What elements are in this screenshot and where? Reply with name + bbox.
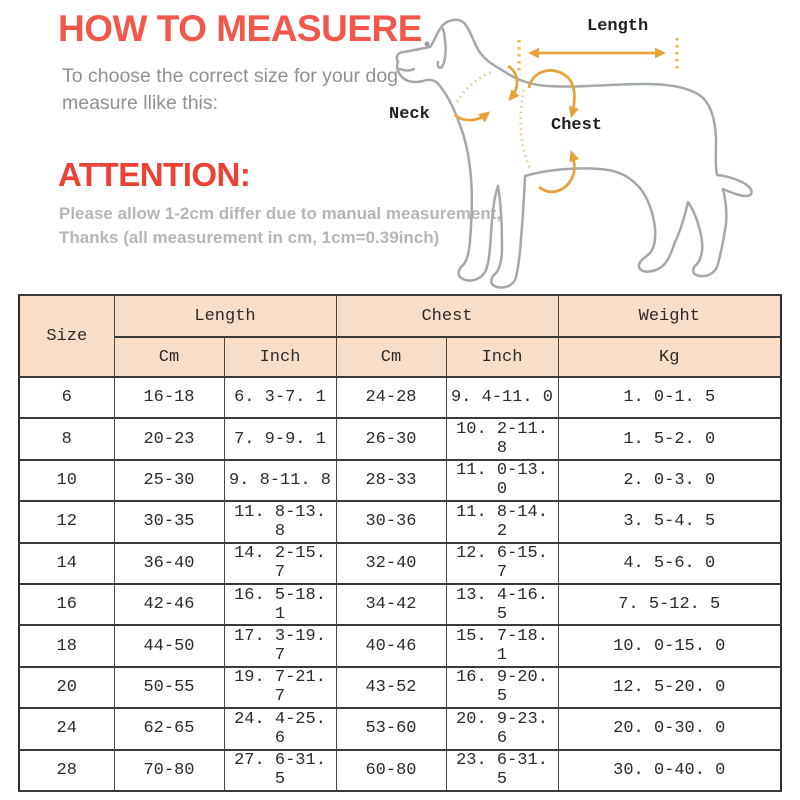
cell-length-inch: 14. 2-15. 7 [224,543,336,584]
cell-chest-cm: 28-33 [336,460,446,501]
cell-chest-cm: 60-80 [336,750,446,791]
cell-weight-kg: 10. 0-15. 0 [558,625,781,666]
cell-length-inch: 9. 8-11. 8 [224,460,336,501]
cell-chest-inch: 16. 9-20. 5 [446,667,558,708]
cell-chest-cm: 26-30 [336,418,446,459]
cell-weight-kg: 4. 5-6. 0 [558,543,781,584]
page-title: HOW TO MEASUERE [58,8,422,49]
size-chart-body [19,377,781,791]
cell-length-inch: 27. 6-31. 5 [224,750,336,791]
neck-arrow-top [508,66,517,98]
cell-size: 20 [19,667,114,708]
neck-label: Neck [389,105,430,124]
cell-length-inch: 17. 3-19. 7 [224,625,336,666]
cell-length-inch: 19. 7-21. 7 [224,667,336,708]
cell-chest-cm: 32-40 [336,543,446,584]
cell-chest-cm: 43-52 [336,667,446,708]
cell-chest-inch: 12. 6-15. 7 [446,543,558,584]
column-header-weight: Weight [558,295,781,337]
dog-body-path [397,20,752,288]
cell-size: 24 [19,708,114,749]
cell-chest-inch: 13. 4-16. 5 [446,584,558,625]
cell-chest-inch: 11. 0-13. 0 [446,460,558,501]
column-header-length: Length [114,295,336,337]
column-header-chest: Chest [336,295,558,337]
cell-length-cm: 20-23 [114,418,224,459]
dog-outline [397,20,752,288]
attention-line-2: Thanks (all measurement in cm, 1cm=0.39inch) [59,228,440,247]
cell-size: 12 [19,501,114,542]
cell-length-cm: 25-30 [114,460,224,501]
dog-eye [425,42,430,47]
cell-size: 10 [19,460,114,501]
cell-chest-inch: 10. 2-11. 8 [446,418,558,459]
cell-length-cm: 44-50 [114,625,224,666]
cell-length-cm: 36-40 [114,543,224,584]
table-row [19,377,781,418]
cell-weight-kg: 7. 5-12. 5 [558,584,781,625]
length-label: Length [587,17,649,36]
table-row [19,667,781,708]
chest-arrow-top [529,70,574,114]
cell-length-inch: 16. 5-18. 1 [224,584,336,625]
chest-dashed-arc [521,90,530,168]
cell-size: 16 [19,584,114,625]
cell-chest-cm: 30-36 [336,501,446,542]
cell-size: 28 [19,750,114,791]
cell-chest-inch: 11. 8-14. 2 [446,501,558,542]
size-chart-header [19,295,781,377]
chest-label: Chest [551,116,603,135]
length-measure-group [519,38,677,72]
cell-size: 18 [19,625,114,666]
cell-length-inch: 24. 4-25. 6 [224,708,336,749]
cell-chest-cm: 24-28 [336,377,446,418]
cell-chest-cm: 34-42 [336,584,446,625]
cell-chest-cm: 53-60 [336,708,446,749]
table-row [19,543,781,584]
cell-weight-kg: 30. 0-40. 0 [558,750,781,791]
attention-title: ATTENTION: [58,156,251,193]
dog-mouth-line [400,69,414,71]
cell-chest-inch: 23. 6-31. 5 [446,750,558,791]
table-row [19,708,781,749]
cell-size: 6 [19,377,114,418]
cell-length-cm: 16-18 [114,377,224,418]
cell-weight-kg: 1. 0-1. 5 [558,377,781,418]
cell-size: 14 [19,543,114,584]
cell-length-inch: 7. 9-9. 1 [224,418,336,459]
cell-weight-kg: 12. 5-20. 0 [558,667,781,708]
cell-weight-kg: 3. 5-4. 5 [558,501,781,542]
table-row [19,501,781,542]
intro-line-1: To choose the correct size for your dog [62,65,399,87]
cell-weight-kg: 2. 0-3. 0 [558,460,781,501]
table-row [19,460,781,501]
attention-line-1: Please allow 1-2cm differ due to manual measurement, [59,204,502,223]
subheader-chest-inch: Inch [446,337,558,377]
cell-length-cm: 50-55 [114,667,224,708]
subheader-length-inch: Inch [224,337,336,377]
cell-weight-kg: 1. 5-2. 0 [558,418,781,459]
dog-measurement-diagram [0,0,800,295]
cell-length-cm: 30-35 [114,501,224,542]
cell-length-inch: 6. 3-7. 1 [224,377,336,418]
cell-length-inch: 11. 8-13. 8 [224,501,336,542]
size-chart-table [18,294,782,792]
intro-line-2: measure llike this: [62,92,219,114]
dog-ear-line [438,29,446,68]
neck-dashed-arc [457,71,494,102]
cell-length-cm: 42-46 [114,584,224,625]
cell-size: 8 [19,418,114,459]
table-row [19,418,781,459]
subheader-chest-cm: Cm [336,337,446,377]
cell-chest-inch: 9. 4-11. 0 [446,377,558,418]
subheader-length-cm: Cm [114,337,224,377]
cell-chest-inch: 15. 7-18. 1 [446,625,558,666]
cell-chest-inch: 20. 9-23. 6 [446,708,558,749]
cell-weight-kg: 20. 0-30. 0 [558,708,781,749]
table-row [19,584,781,625]
cell-chest-cm: 40-46 [336,625,446,666]
cell-length-cm: 70-80 [114,750,224,791]
cell-length-cm: 62-65 [114,708,224,749]
subheader-weight-kg: Kg [558,337,781,377]
neck-arrow-bottom [455,114,487,120]
column-header-size: Size [19,295,114,377]
table-row [19,750,781,791]
chest-arrow-bottom [539,154,574,192]
table-row [19,625,781,666]
